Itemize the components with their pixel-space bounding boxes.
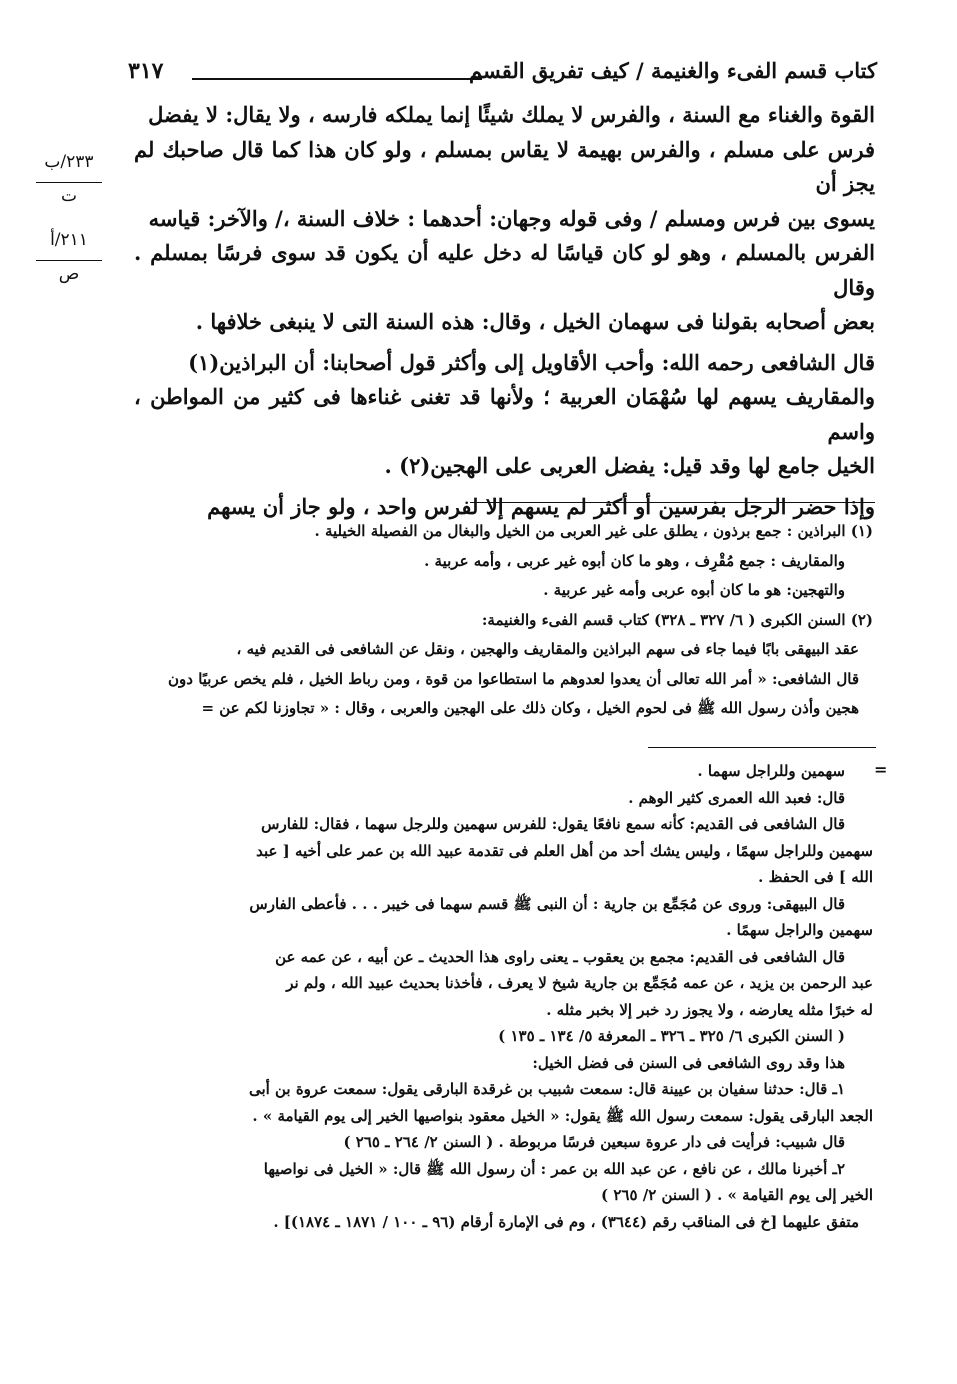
footnote-line: (٢) السنن الكبرى ( ٦/ ٣٢٧ ـ ٣٢٨) كتاب قسم الفىء والغنيمة: xyxy=(481,610,873,629)
footnote-line: سهمين والراجل سهمًا . xyxy=(726,921,873,939)
footnote-line: (١) البراذين : جمع برذون ، يطلق على غير العربى من الخيل والبغال من الفصيلة الخيلية . xyxy=(314,522,873,540)
header-rule xyxy=(192,78,482,80)
main-line: قال الشافعى رحمه الله: وأحب الأقاويل إلى وأكثر قول أصحابنا: أن البراذين(١) xyxy=(188,349,875,375)
footnote-line: ٢ـ أخبرنا مالك ، عن نافع ، عن عبد الله بن عمر : أن رسول الله ﷺ قال: « الخيل فى نواصيها xyxy=(263,1159,845,1178)
footnote-line: الخير إلى يوم القيامة » . ( السنن ٢/ ٢٦٥ ) xyxy=(601,1186,873,1204)
footnote-line: الله ] فى الحفظ . xyxy=(758,868,873,886)
footnote-line: والمقاريف : جمع مُقْرِف ، وهو ما كان أبوه غير عربى ، وأمه عربية . xyxy=(424,551,845,570)
main-line: وإذا حضر الرجل بفرسين أو أكثر لم يسهم إلا لفرس واحد ، ولو جاز أن يسهم xyxy=(207,493,875,519)
footnote-line: قال الشافعى فى القديم: مجمع بن يعقوب ـ يعنى راوى هذا الحديث ـ عن أبيه ، عن عمه عن xyxy=(275,947,845,966)
footnote-line: ١ـ قال: حدثنا سفيان بن عيينة قال: سمعت شبيب بن غرقدة البارقى يقول: سمعت عروة بن أبى xyxy=(248,1080,845,1098)
margin-ref-1: ٢٣٣/ب xyxy=(44,152,94,172)
main-line: الفرس بالمسلم ، وهو لو كان قياسًا له دخل عليه أن يكون قد سوى فرسًا بمسلم . وقال xyxy=(134,240,875,300)
page-number: ٣١٧ xyxy=(128,58,164,84)
running-title: كتاب قسم الفىء والغنيمة / كيف تفريق القسم xyxy=(469,58,877,83)
main-line: بعض أصحابه بقولنا فى سهمان الخيل ، وقال: هذه السنة التى لا ينبغى خلافها . xyxy=(195,309,875,334)
continuation-mark: = xyxy=(874,760,888,779)
footnotes xyxy=(130,517,873,724)
footnote-line: قال: فعبد الله العمرى كثير الوهم . xyxy=(628,788,845,807)
footnote-line: قال الشافعى: « أمر الله تعالى أن يعدوا لعدوهم ما استطاعوا من قوة ، ومن رباط الخيل ، فلم يخص عربيًا دون xyxy=(168,669,859,688)
footnote-line: هجين وأذن رسول الله ﷺ فى لحوم الخيل ، وكان ذلك على الهجين والعربى ، وقال : « تجاوزنا لكم عن = xyxy=(201,699,859,717)
footnote-line: له خبرًا مثله يعارضه ، ولا يجوز رد خبر إلا بخبر مثله . xyxy=(546,1000,873,1019)
margin-ref-2: ٢١١/أ xyxy=(50,230,88,250)
footnote-line: الجعد البارقى يقول: سمعت رسول الله ﷺ يقول: « الخيل معقود بنواصيها الخير إلى يوم القيامة » . xyxy=(252,1106,873,1125)
footnote-line: متفق عليهما [خ فى المناقب رقم (٣٦٤٤) ، وم فى الإمارة أرقام (٩٦ ـ ١٠٠ / ١٨٧١ ـ ١٨٧٤)] . xyxy=(273,1212,859,1231)
footnote-line: سهمين وللراجل سهما . xyxy=(697,762,845,780)
main-line: فرس على مسلم ، والفرس بهيمة لا يقاس بمسلم ، ولو كان هذا كما قال صاحبك لم يجز أن xyxy=(134,136,875,196)
footnote-line: عقد البيهقى بابًا فيما جاء فى سهم البراذين والمقاريف والهجين ، ونقل عن الشافعى فى القديم فيه ، xyxy=(236,640,859,658)
margin-rule-1 xyxy=(36,182,102,183)
main-line: والمقاريف يسهم لها سُهْمَان العربية ؛ ولأنها قد تغنى غناءها فى كثير من المواطن ، واسم xyxy=(134,384,875,444)
footnote-line: قال البيهقى: وروى عن مُجَمِّع بن جارية : أن النبى ﷺ قسم سهما فى خيبر . . . فأعطى الفارس xyxy=(249,894,845,913)
footnotes-continuation xyxy=(130,758,873,1235)
footnote-line: سهمين وللراجل سهمًا ، وليس يشك أحد من أهل العلم فى تقدمة عبيد الله بن عمر على أخيه [ عبد xyxy=(256,841,873,860)
footnote-line: قال الشافعى فى القديم: كأنه سمع نافعًا يقول: للفرس سهمين وللرجل سهما ، فقال: للفارس xyxy=(261,815,845,833)
main-text xyxy=(134,98,875,524)
footnote-line: والتهجين: هو ما كان أبوه عربى وأمه غير عربية . xyxy=(543,581,845,599)
main-line: القوة والغناء مع السنة ، والفرس لا يملك شيئًا إنما يملكه فارسه ، ولا يقال: لا يفضل xyxy=(148,102,875,127)
margin-ref-2-letter: ص xyxy=(58,264,80,284)
footnote-line: قال شبيب: فرأيت فى دار عروة سبعين فرسًا مربوطة . ( السنن ٢/ ٢٦٤ ـ ٢٦٥ ) xyxy=(343,1133,845,1151)
margin-rule-2 xyxy=(36,260,102,261)
footnote-line: ( السنن الكبرى ٦/ ٣٢٥ ـ ٣٢٦ ـ المعرفة ٥/ ١٣٤ ـ ١٣٥ ) xyxy=(498,1027,845,1045)
footnote-line: هذا وقد روى الشافعى فى السنن فى فضل الخيل: xyxy=(532,1053,845,1072)
main-line: يسوى بين فرس ومسلم / وفى قوله وجهان: أحدهما : خلاف السنة ،/ والآخر: قياسه xyxy=(148,205,875,231)
footnote-separator xyxy=(470,502,875,503)
main-line: الخيل جامع لها وقد قيل: يفضل العربى على الهجين(٢) . xyxy=(384,453,875,478)
margin-ref-1-letter: ت xyxy=(60,186,77,206)
footnote-line: عبد الرحمن بن يزيد ، عن عمه مُجَمِّع بن جارية شيخ لا يعرف ، فأخذنا بحديث عبيد الله ، ولم نر xyxy=(286,974,873,992)
footnote-continuation-separator xyxy=(648,747,876,748)
